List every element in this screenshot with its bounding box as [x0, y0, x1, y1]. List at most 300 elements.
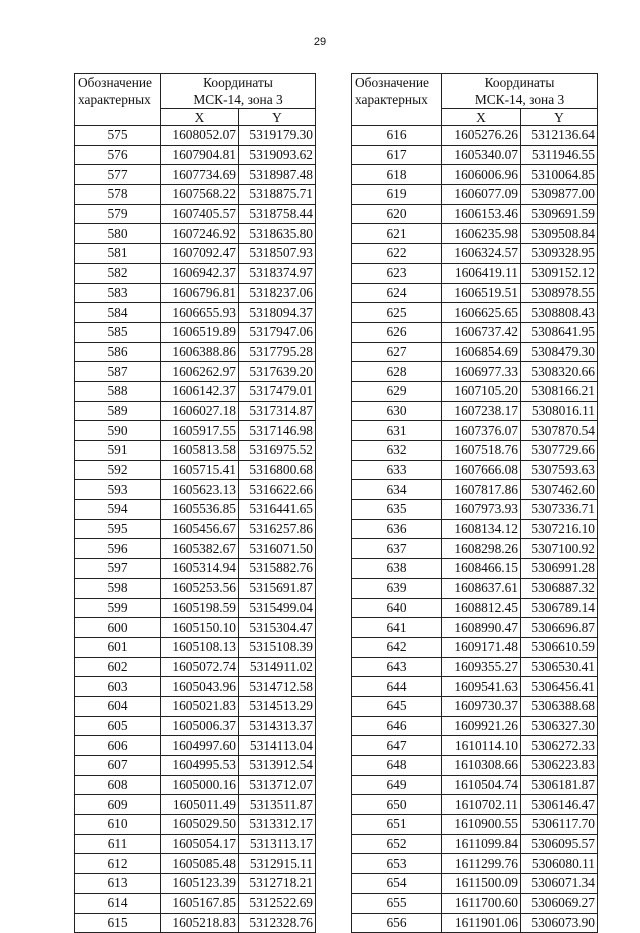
table-row [352, 224, 598, 244]
y-coordinate: 5318374.97 [239, 263, 316, 283]
y-coordinate: 5308016.11 [521, 401, 598, 421]
point-number: 584 [75, 303, 161, 323]
y-coordinate: 5317479.01 [239, 381, 316, 401]
y-coordinate: 5312522.69 [239, 893, 316, 913]
table-row [75, 637, 316, 657]
y-coordinate: 5317947.06 [239, 322, 316, 342]
y-coordinate: 5308479.30 [521, 342, 598, 362]
y-coordinate: 5313113.17 [239, 834, 316, 854]
x-coordinate: 1608052.07 [161, 126, 239, 146]
table-row [75, 874, 316, 894]
table-row [352, 598, 598, 618]
coord-header-line: МСК-14, зона 3 [474, 92, 565, 107]
x-coordinate: 1605536.85 [161, 500, 239, 520]
table-row [75, 165, 316, 185]
x-coordinate: 1609730.37 [442, 696, 521, 716]
table-row [352, 381, 598, 401]
point-number: 575 [75, 126, 161, 146]
y-coordinate: 5319179.30 [239, 126, 316, 146]
point-number: 597 [75, 559, 161, 579]
y-coordinate: 5316975.52 [239, 441, 316, 461]
point-number: 576 [75, 145, 161, 165]
x-coordinate: 1610114.10 [442, 736, 521, 756]
x-coordinate: 1606625.65 [442, 303, 521, 323]
point-number: 653 [352, 854, 442, 874]
y-coordinate: 5306095.57 [521, 834, 598, 854]
point-number: 583 [75, 283, 161, 303]
table-row [75, 696, 316, 716]
point-number: 608 [75, 775, 161, 795]
point-number: 618 [352, 165, 442, 185]
x-coordinate: 1611099.84 [442, 834, 521, 854]
point-number: 594 [75, 500, 161, 520]
point-number: 586 [75, 342, 161, 362]
point-number: 649 [352, 775, 442, 795]
y-coordinate: 5306610.59 [521, 637, 598, 657]
x-coordinate: 1607817.86 [442, 480, 521, 500]
point-number: 629 [352, 381, 442, 401]
x-coordinate: 1609355.27 [442, 657, 521, 677]
x-coordinate: 1609541.63 [442, 677, 521, 697]
y-coordinate: 5314911.02 [239, 657, 316, 677]
y-coordinate: 5318987.48 [239, 165, 316, 185]
point-number: 621 [352, 224, 442, 244]
table-row [352, 165, 598, 185]
y-coordinate: 5315691.87 [239, 578, 316, 598]
table-row [352, 441, 598, 461]
point-number: 655 [352, 893, 442, 913]
x-coordinate: 1605123.39 [161, 874, 239, 894]
point-number: 591 [75, 441, 161, 461]
x-coordinate: 1607376.07 [442, 421, 521, 441]
point-number: 588 [75, 381, 161, 401]
y-coordinate: 5306456.41 [521, 677, 598, 697]
table-row [75, 736, 316, 756]
y-coordinate: 5308978.55 [521, 283, 598, 303]
point-number: 645 [352, 696, 442, 716]
point-designation-header [352, 74, 442, 126]
x-coordinate: 1608134.12 [442, 519, 521, 539]
x-coordinate: 1607405.57 [161, 204, 239, 224]
table-row [75, 342, 316, 362]
coord-header-line: Координаты [484, 75, 555, 90]
table-row [75, 539, 316, 559]
y-coordinate: 5308320.66 [521, 362, 598, 382]
y-coordinate: 5316622.66 [239, 480, 316, 500]
point-header-line: характерных [78, 92, 151, 107]
y-coordinate: 5307593.63 [521, 460, 598, 480]
y-coordinate: 5314113.04 [239, 736, 316, 756]
point-number: 624 [352, 283, 442, 303]
x-coordinate: 1606737.42 [442, 322, 521, 342]
point-number: 598 [75, 578, 161, 598]
table-row [352, 126, 598, 146]
x-coordinate: 1605715.41 [161, 460, 239, 480]
y-coordinate: 5316441.65 [239, 500, 316, 520]
y-coordinate: 5315108.39 [239, 637, 316, 657]
y-coordinate: 5319093.62 [239, 145, 316, 165]
x-coordinate: 1606854.69 [442, 342, 521, 362]
table-row [352, 736, 598, 756]
y-coordinate: 5307336.71 [521, 500, 598, 520]
x-coordinate: 1605456.67 [161, 519, 239, 539]
x-coordinate: 1606388.86 [161, 342, 239, 362]
y-coordinate: 5318635.80 [239, 224, 316, 244]
table-row [75, 795, 316, 815]
table-row [352, 756, 598, 776]
table-row [352, 322, 598, 342]
x-coordinate: 1605043.96 [161, 677, 239, 697]
x-coordinate: 1606077.09 [442, 185, 521, 205]
point-header-line: Обозначение [355, 75, 429, 90]
y-coordinate: 5312915.11 [239, 854, 316, 874]
point-number: 646 [352, 716, 442, 736]
point-number: 640 [352, 598, 442, 618]
point-number: 589 [75, 401, 161, 421]
x-coordinate: 1605813.58 [161, 441, 239, 461]
page-number: 29 [313, 36, 327, 48]
table-row [75, 322, 316, 342]
table-row [75, 775, 316, 795]
table-row [352, 578, 598, 598]
y-coordinate: 5309328.95 [521, 244, 598, 264]
table-row [75, 303, 316, 323]
table-row [75, 283, 316, 303]
point-number: 613 [75, 874, 161, 894]
x-coordinate: 1606324.57 [442, 244, 521, 264]
point-number: 582 [75, 263, 161, 283]
table-row [75, 716, 316, 736]
x-coordinate: 1607518.76 [442, 441, 521, 461]
point-number: 577 [75, 165, 161, 185]
point-number: 579 [75, 204, 161, 224]
x-coordinate: 1607734.69 [161, 165, 239, 185]
y-coordinate: 5316800.68 [239, 460, 316, 480]
point-number: 633 [352, 460, 442, 480]
x-coordinate: 1607238.17 [442, 401, 521, 421]
y-coordinate: 5308166.21 [521, 381, 598, 401]
y-coordinate: 5309877.00 [521, 185, 598, 205]
point-number: 602 [75, 657, 161, 677]
point-number: 600 [75, 618, 161, 638]
y-coordinate: 5313912.54 [239, 756, 316, 776]
x-coordinate: 1605340.07 [442, 145, 521, 165]
table-row [352, 618, 598, 638]
x-coordinate: 1605218.83 [161, 913, 239, 933]
y-coordinate: 5306069.27 [521, 893, 598, 913]
table-row [352, 559, 598, 579]
table-row [75, 126, 316, 146]
y-coordinate: 5306080.11 [521, 854, 598, 874]
point-number: 638 [352, 559, 442, 579]
x-coordinate: 1605108.13 [161, 637, 239, 657]
table-row [352, 500, 598, 520]
coordinates-table-left [74, 73, 316, 933]
y-coordinate: 5313511.87 [239, 795, 316, 815]
point-number: 592 [75, 460, 161, 480]
x-coordinate: 1608637.61 [442, 578, 521, 598]
x-coordinate: 1611901.06 [442, 913, 521, 933]
coordinates-header [161, 74, 316, 109]
table-row [352, 874, 598, 894]
point-number: 626 [352, 322, 442, 342]
point-number: 650 [352, 795, 442, 815]
x-coordinate: 1607666.08 [442, 460, 521, 480]
y-coordinate: 5309691.59 [521, 204, 598, 224]
table-row [75, 500, 316, 520]
y-coordinate: 5306117.70 [521, 815, 598, 835]
table-row [75, 913, 316, 933]
point-number: 636 [352, 519, 442, 539]
table-row [352, 519, 598, 539]
y-coordinate: 5315304.47 [239, 618, 316, 638]
table-row [75, 657, 316, 677]
y-coordinate: 5314712.58 [239, 677, 316, 697]
y-coordinate: 5308808.43 [521, 303, 598, 323]
table-row [352, 145, 598, 165]
table-row [75, 185, 316, 205]
x-coordinate: 1608298.26 [442, 539, 521, 559]
table-row [352, 854, 598, 874]
x-axis-header: X [161, 109, 239, 126]
x-coordinate: 1605167.85 [161, 893, 239, 913]
x-coordinate: 1609921.26 [442, 716, 521, 736]
table-row [352, 401, 598, 421]
y-axis-header: Y [521, 109, 598, 126]
y-coordinate: 5314513.29 [239, 696, 316, 716]
table-row [352, 421, 598, 441]
point-number: 617 [352, 145, 442, 165]
point-number: 590 [75, 421, 161, 441]
x-coordinate: 1606419.11 [442, 263, 521, 283]
point-number: 644 [352, 677, 442, 697]
x-coordinate: 1607092.47 [161, 244, 239, 264]
table-row [75, 145, 316, 165]
point-number: 654 [352, 874, 442, 894]
y-coordinate: 5306327.30 [521, 716, 598, 736]
table-row [352, 834, 598, 854]
y-coordinate: 5307100.92 [521, 539, 598, 559]
x-coordinate: 1607568.22 [161, 185, 239, 205]
point-number: 647 [352, 736, 442, 756]
table-row [352, 460, 598, 480]
x-coordinate: 1605917.55 [161, 421, 239, 441]
point-number: 607 [75, 756, 161, 776]
table-row [75, 815, 316, 835]
table-row [75, 480, 316, 500]
x-coordinate: 1606006.96 [442, 165, 521, 185]
point-number: 610 [75, 815, 161, 835]
point-number: 596 [75, 539, 161, 559]
point-number: 578 [75, 185, 161, 205]
table-row [352, 637, 598, 657]
y-coordinate: 5306887.32 [521, 578, 598, 598]
point-number: 612 [75, 854, 161, 874]
point-number: 593 [75, 480, 161, 500]
point-number: 601 [75, 637, 161, 657]
x-coordinate: 1606027.18 [161, 401, 239, 421]
y-coordinate: 5306991.28 [521, 559, 598, 579]
y-coordinate: 5306071.34 [521, 874, 598, 894]
y-coordinate: 5307729.66 [521, 441, 598, 461]
y-coordinate: 5312136.64 [521, 126, 598, 146]
y-coordinate: 5312328.76 [239, 913, 316, 933]
table-row [75, 618, 316, 638]
table-row [352, 303, 598, 323]
table-row [352, 263, 598, 283]
x-coordinate: 1605021.83 [161, 696, 239, 716]
table-row [75, 578, 316, 598]
x-coordinate: 1606942.37 [161, 263, 239, 283]
point-number: 605 [75, 716, 161, 736]
x-coordinate: 1606519.89 [161, 322, 239, 342]
point-number: 606 [75, 736, 161, 756]
y-coordinate: 5309508.84 [521, 224, 598, 244]
table-row [75, 893, 316, 913]
x-coordinate: 1607904.81 [161, 145, 239, 165]
point-number: 628 [352, 362, 442, 382]
table-row [75, 421, 316, 441]
point-number: 581 [75, 244, 161, 264]
y-coordinate: 5306181.87 [521, 775, 598, 795]
y-coordinate: 5306223.83 [521, 756, 598, 776]
y-coordinate: 5316071.50 [239, 539, 316, 559]
point-number: 609 [75, 795, 161, 815]
table-row [352, 913, 598, 933]
point-number: 615 [75, 913, 161, 933]
y-coordinate: 5313312.17 [239, 815, 316, 835]
table-row [352, 795, 598, 815]
x-coordinate: 1605198.59 [161, 598, 239, 618]
point-number: 642 [352, 637, 442, 657]
x-coordinate: 1607105.20 [442, 381, 521, 401]
table-row [352, 716, 598, 736]
point-number: 631 [352, 421, 442, 441]
y-coordinate: 5317795.28 [239, 342, 316, 362]
table-row [75, 381, 316, 401]
table-row [75, 559, 316, 579]
y-coordinate: 5311946.55 [521, 145, 598, 165]
x-coordinate: 1605382.67 [161, 539, 239, 559]
y-coordinate: 5309152.12 [521, 263, 598, 283]
table-row [75, 519, 316, 539]
point-header-line: характерных [355, 92, 428, 107]
y-axis-header: Y [239, 109, 316, 126]
x-coordinate: 1606655.93 [161, 303, 239, 323]
x-coordinate: 1605623.13 [161, 480, 239, 500]
y-coordinate: 5315499.04 [239, 598, 316, 618]
table-row [75, 756, 316, 776]
y-coordinate: 5318875.71 [239, 185, 316, 205]
point-number: 643 [352, 657, 442, 677]
x-coordinate: 1608990.47 [442, 618, 521, 638]
x-coordinate: 1606153.46 [442, 204, 521, 224]
x-coordinate: 1610504.74 [442, 775, 521, 795]
x-coordinate: 1611299.76 [442, 854, 521, 874]
table-row [352, 539, 598, 559]
table-row [352, 204, 598, 224]
y-coordinate: 5307462.60 [521, 480, 598, 500]
x-coordinate: 1606519.51 [442, 283, 521, 303]
table-row [75, 598, 316, 618]
point-number: 611 [75, 834, 161, 854]
coord-header-line: МСК-14, зона 3 [193, 92, 283, 107]
table-row [352, 480, 598, 500]
x-coordinate: 1605011.49 [161, 795, 239, 815]
y-coordinate: 5308641.95 [521, 322, 598, 342]
point-number: 627 [352, 342, 442, 362]
y-coordinate: 5317314.87 [239, 401, 316, 421]
y-coordinate: 5306146.47 [521, 795, 598, 815]
x-coordinate: 1604997.60 [161, 736, 239, 756]
y-coordinate: 5307870.54 [521, 421, 598, 441]
coordinates-header [442, 74, 598, 109]
table-row [75, 834, 316, 854]
table-row [352, 244, 598, 264]
point-number: 648 [352, 756, 442, 776]
table-row [352, 696, 598, 716]
table-row [352, 362, 598, 382]
x-coordinate: 1611500.09 [442, 874, 521, 894]
table-row [75, 362, 316, 382]
x-coordinate: 1606142.37 [161, 381, 239, 401]
table-row [352, 283, 598, 303]
point-number: 619 [352, 185, 442, 205]
x-coordinate: 1610900.55 [442, 815, 521, 835]
coord-header-line: Координаты [203, 75, 273, 90]
point-number: 614 [75, 893, 161, 913]
table-row [75, 204, 316, 224]
y-coordinate: 5315882.76 [239, 559, 316, 579]
point-number: 580 [75, 224, 161, 244]
point-number: 639 [352, 578, 442, 598]
x-coordinate: 1605000.16 [161, 775, 239, 795]
y-coordinate: 5310064.85 [521, 165, 598, 185]
y-coordinate: 5314313.37 [239, 716, 316, 736]
x-coordinate: 1606262.97 [161, 362, 239, 382]
x-coordinate: 1609171.48 [442, 637, 521, 657]
point-number: 587 [75, 362, 161, 382]
y-coordinate: 5306789.14 [521, 598, 598, 618]
y-coordinate: 5307216.10 [521, 519, 598, 539]
x-coordinate: 1605085.48 [161, 854, 239, 874]
x-coordinate: 1606977.33 [442, 362, 521, 382]
table-row [352, 657, 598, 677]
y-coordinate: 5318758.44 [239, 204, 316, 224]
y-coordinate: 5316257.86 [239, 519, 316, 539]
x-coordinate: 1605253.56 [161, 578, 239, 598]
y-coordinate: 5318237.06 [239, 283, 316, 303]
y-coordinate: 5317639.20 [239, 362, 316, 382]
point-designation-header [75, 74, 161, 126]
table-row [75, 854, 316, 874]
x-coordinate: 1606796.81 [161, 283, 239, 303]
point-number: 632 [352, 441, 442, 461]
table-row [75, 677, 316, 697]
table-row [352, 185, 598, 205]
point-number: 652 [352, 834, 442, 854]
x-coordinate: 1605150.10 [161, 618, 239, 638]
point-number: 651 [352, 815, 442, 835]
point-number: 603 [75, 677, 161, 697]
table-row [75, 224, 316, 244]
table-row [352, 342, 598, 362]
point-number: 637 [352, 539, 442, 559]
x-coordinate: 1607973.93 [442, 500, 521, 520]
table-row [352, 893, 598, 913]
x-coordinate: 1611700.60 [442, 893, 521, 913]
y-coordinate: 5306388.68 [521, 696, 598, 716]
